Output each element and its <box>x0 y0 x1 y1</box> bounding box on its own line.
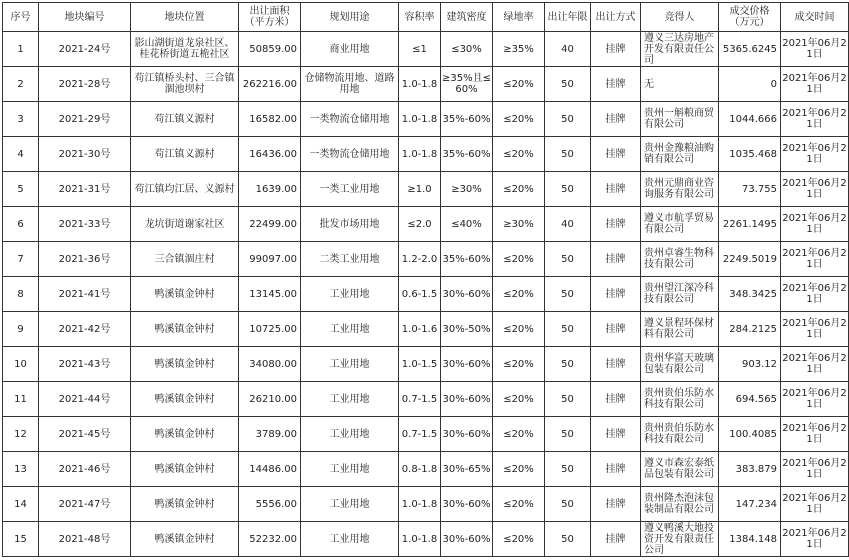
cell-date: 2021年06月21日 <box>781 487 849 522</box>
header-buyer: 竞得人 <box>641 3 719 32</box>
cell-far: 0.7-1.5 <box>399 382 441 417</box>
cell-method: 挂牌 <box>591 67 641 102</box>
cell-plot-code: 2021-45号 <box>39 417 131 452</box>
cell-buyer: 贵州贵伯乐防水科技有限公司 <box>641 417 719 452</box>
cell-density: 30%-60% <box>441 417 493 452</box>
header-far: 容积率 <box>399 3 441 32</box>
cell-term: 50 <box>545 67 591 102</box>
cell-plot-code: 2021-29号 <box>39 102 131 137</box>
cell-term: 50 <box>545 382 591 417</box>
cell-density: 30%-60% <box>441 277 493 312</box>
cell-term: 50 <box>545 172 591 207</box>
cell-date: 2021年06月21日 <box>781 207 849 242</box>
cell-method: 挂牌 <box>591 347 641 382</box>
cell-density: 30%-60% <box>441 347 493 382</box>
cell-plot-code: 2021-33号 <box>39 207 131 242</box>
header-area: 出让面积（平方米） <box>239 3 301 32</box>
cell-date: 2021年06月21日 <box>781 417 849 452</box>
table-row <box>3 207 849 242</box>
cell-date: 2021年06月21日 <box>781 452 849 487</box>
cell-no: 7 <box>3 242 39 277</box>
cell-method: 挂牌 <box>591 382 641 417</box>
cell-area: 262216.00 <box>239 67 301 102</box>
cell-use: 工业用地 <box>301 487 399 522</box>
cell-no: 8 <box>3 277 39 312</box>
cell-density: 30%-60% <box>441 522 493 557</box>
cell-plot-code: 2021-30号 <box>39 137 131 172</box>
cell-buyer: 无 <box>641 67 719 102</box>
cell-location: 鸭溪镇金钟村 <box>131 487 239 522</box>
cell-far: 1.0-1.8 <box>399 487 441 522</box>
cell-price: 284.2125 <box>719 312 781 347</box>
cell-buyer: 遵义市森宏泰纸品包装有限公司 <box>641 452 719 487</box>
table-row <box>3 382 849 417</box>
cell-term: 50 <box>545 312 591 347</box>
header-use: 规划用途 <box>301 3 399 32</box>
table-row <box>3 242 849 277</box>
cell-location: 鸭溪镇金钟村 <box>131 347 239 382</box>
cell-plot-code: 2021-43号 <box>39 347 131 382</box>
cell-green-rate: ≤20% <box>493 277 545 312</box>
cell-far: 1.0-1.8 <box>399 102 441 137</box>
cell-far: 1.0-1.5 <box>399 347 441 382</box>
cell-date: 2021年06月21日 <box>781 312 849 347</box>
cell-method: 挂牌 <box>591 417 641 452</box>
cell-date: 2021年06月21日 <box>781 32 849 67</box>
cell-buyer: 贵州华富天玻璃包装有限公司 <box>641 347 719 382</box>
cell-green-rate: ≤20% <box>493 172 545 207</box>
cell-no: 2 <box>3 67 39 102</box>
cell-method: 挂牌 <box>591 102 641 137</box>
cell-buyer: 贵州一斛粮商贸有限公司 <box>641 102 719 137</box>
cell-method: 挂牌 <box>591 242 641 277</box>
header-method: 出让方式 <box>591 3 641 32</box>
cell-no: 3 <box>3 102 39 137</box>
cell-green-rate: ≤20% <box>493 67 545 102</box>
header-date: 成交时间 <box>781 3 849 32</box>
cell-buyer: 贵州金豫粮油购销有限公司 <box>641 137 719 172</box>
cell-use: 工业用地 <box>301 417 399 452</box>
cell-location: 鸭溪镇金钟村 <box>131 312 239 347</box>
cell-plot-code: 2021-44号 <box>39 382 131 417</box>
cell-term: 50 <box>545 417 591 452</box>
cell-no: 12 <box>3 417 39 452</box>
cell-method: 挂牌 <box>591 172 641 207</box>
cell-green-rate: ≥30% <box>493 207 545 242</box>
cell-term: 40 <box>545 32 591 67</box>
cell-green-rate: ≤20% <box>493 102 545 137</box>
cell-location: 苟江镇义源村 <box>131 137 239 172</box>
cell-buyer: 遵义三达房地产开发有限责任公司 <box>641 32 719 67</box>
cell-density: 30%-50% <box>441 312 493 347</box>
table-row <box>3 312 849 347</box>
cell-use: 一类物流仓储用地 <box>301 102 399 137</box>
cell-density: 30%-60% <box>441 487 493 522</box>
table-row <box>3 347 849 382</box>
cell-area: 99097.00 <box>239 242 301 277</box>
cell-use: 工业用地 <box>301 347 399 382</box>
cell-use: 仓储物流用地、道路用地 <box>301 67 399 102</box>
cell-buyer: 贵州元鼎商业咨询服务有限公司 <box>641 172 719 207</box>
cell-location: 苟江镇均江居、义源村 <box>131 172 239 207</box>
cell-plot-code: 2021-36号 <box>39 242 131 277</box>
cell-plot-code: 2021-46号 <box>39 452 131 487</box>
cell-far: 0.6-1.5 <box>399 277 441 312</box>
cell-price: 2249.5019 <box>719 242 781 277</box>
cell-buyer: 贵州望江深冷科技有限公司 <box>641 277 719 312</box>
cell-use: 工业用地 <box>301 277 399 312</box>
table-row <box>3 137 849 172</box>
cell-area: 5556.00 <box>239 487 301 522</box>
table-row <box>3 32 849 67</box>
cell-term: 50 <box>545 102 591 137</box>
cell-far: 1.0-1.8 <box>399 522 441 557</box>
cell-green-rate: ≤20% <box>493 242 545 277</box>
cell-term: 50 <box>545 137 591 172</box>
cell-date: 2021年06月21日 <box>781 172 849 207</box>
cell-no: 13 <box>3 452 39 487</box>
cell-use: 工业用地 <box>301 382 399 417</box>
cell-use: 一类工业用地 <box>301 172 399 207</box>
cell-green-rate: ≤20% <box>493 347 545 382</box>
table-row <box>3 172 849 207</box>
cell-plot-code: 2021-48号 <box>39 522 131 557</box>
cell-location: 鸭溪镇金钟村 <box>131 417 239 452</box>
cell-price: 0 <box>719 67 781 102</box>
land-transfer-table-container <box>2 2 847 558</box>
table-row <box>3 452 849 487</box>
cell-date: 2021年06月21日 <box>781 137 849 172</box>
cell-far: ≥1.0 <box>399 172 441 207</box>
table-body <box>3 32 849 557</box>
cell-no: 6 <box>3 207 39 242</box>
cell-price: 100.4085 <box>719 417 781 452</box>
cell-use: 批发市场用地 <box>301 207 399 242</box>
cell-area: 10725.00 <box>239 312 301 347</box>
cell-green-rate: ≤20% <box>493 382 545 417</box>
cell-no: 15 <box>3 522 39 557</box>
cell-far: ≤1 <box>399 32 441 67</box>
cell-far: ≤2.0 <box>399 207 441 242</box>
cell-area: 14486.00 <box>239 452 301 487</box>
table-row <box>3 417 849 452</box>
cell-buyer: 贵州卓睿生物科技有限公司 <box>641 242 719 277</box>
table-header-row <box>3 3 849 32</box>
cell-use: 商业用地 <box>301 32 399 67</box>
cell-no: 4 <box>3 137 39 172</box>
cell-buyer: 贵州隆杰泡沫包装制品有限公司 <box>641 487 719 522</box>
cell-method: 挂牌 <box>591 32 641 67</box>
cell-location: 鸭溪镇金钟村 <box>131 382 239 417</box>
table-row <box>3 277 849 312</box>
cell-buyer: 遵义市航孚贸易有限公司 <box>641 207 719 242</box>
cell-density: ≤40% <box>441 207 493 242</box>
cell-method: 挂牌 <box>591 312 641 347</box>
header-plot-code: 地块编号 <box>39 3 131 32</box>
cell-method: 挂牌 <box>591 452 641 487</box>
header-no: 序号 <box>3 3 39 32</box>
cell-location: 三合镇涸庄村 <box>131 242 239 277</box>
cell-buyer: 遵义鸭溪大地投资开发有限责任公司 <box>641 522 719 557</box>
header-price: 成交价格（万元） <box>719 3 781 32</box>
cell-term: 50 <box>545 452 591 487</box>
cell-location: 鸭溪镇金钟村 <box>131 522 239 557</box>
header-term: 出让年限 <box>545 3 591 32</box>
cell-buyer: 贵州贵伯乐防水科技有限公司 <box>641 382 719 417</box>
cell-plot-code: 2021-28号 <box>39 67 131 102</box>
cell-price: 1044.666 <box>719 102 781 137</box>
cell-location: 龙坑街道谢家社区 <box>131 207 239 242</box>
cell-term: 40 <box>545 207 591 242</box>
cell-buyer: 遵义景程环保材料有限公司 <box>641 312 719 347</box>
cell-term: 50 <box>545 347 591 382</box>
cell-no: 11 <box>3 382 39 417</box>
cell-density: 30%-65% <box>441 452 493 487</box>
cell-plot-code: 2021-42号 <box>39 312 131 347</box>
cell-area: 1639.00 <box>239 172 301 207</box>
cell-method: 挂牌 <box>591 487 641 522</box>
cell-density: ≥35%且≤60% <box>441 67 493 102</box>
cell-use: 工业用地 <box>301 452 399 487</box>
cell-location: 苟江镇义源村 <box>131 102 239 137</box>
cell-date: 2021年06月21日 <box>781 347 849 382</box>
table-row <box>3 102 849 137</box>
cell-price: 694.565 <box>719 382 781 417</box>
cell-price: 383.879 <box>719 452 781 487</box>
cell-area: 16582.00 <box>239 102 301 137</box>
cell-green-rate: ≤20% <box>493 417 545 452</box>
cell-far: 1.0-1.8 <box>399 67 441 102</box>
cell-plot-code: 2021-41号 <box>39 277 131 312</box>
cell-plot-code: 2021-31号 <box>39 172 131 207</box>
table-row <box>3 522 849 557</box>
cell-price: 348.3425 <box>719 277 781 312</box>
cell-date: 2021年06月21日 <box>781 67 849 102</box>
cell-plot-code: 2021-47号 <box>39 487 131 522</box>
cell-green-rate: ≤20% <box>493 137 545 172</box>
cell-method: 挂牌 <box>591 277 641 312</box>
cell-green-rate: ≤20% <box>493 487 545 522</box>
cell-date: 2021年06月21日 <box>781 382 849 417</box>
cell-area: 34080.00 <box>239 347 301 382</box>
header-density: 建筑密度 <box>441 3 493 32</box>
cell-area: 52232.00 <box>239 522 301 557</box>
cell-area: 22499.00 <box>239 207 301 242</box>
cell-plot-code: 2021-24号 <box>39 32 131 67</box>
table-row <box>3 487 849 522</box>
cell-date: 2021年06月21日 <box>781 277 849 312</box>
cell-term: 50 <box>545 277 591 312</box>
land-transfer-table <box>2 2 849 557</box>
cell-area: 26210.00 <box>239 382 301 417</box>
cell-density: 35%-60% <box>441 137 493 172</box>
cell-green-rate: ≤20% <box>493 522 545 557</box>
cell-price: 903.12 <box>719 347 781 382</box>
header-green-rate: 绿地率 <box>493 3 545 32</box>
cell-use: 二类工业用地 <box>301 242 399 277</box>
cell-location: 鸭溪镇金钟村 <box>131 277 239 312</box>
cell-use: 一类物流仓储用地 <box>301 137 399 172</box>
cell-area: 50859.00 <box>239 32 301 67</box>
cell-location: 鸭溪镇金钟村 <box>131 452 239 487</box>
cell-price: 73.755 <box>719 172 781 207</box>
cell-term: 50 <box>545 522 591 557</box>
cell-no: 10 <box>3 347 39 382</box>
cell-far: 1.0-1.6 <box>399 312 441 347</box>
cell-green-rate: ≤20% <box>493 452 545 487</box>
cell-area: 13145.00 <box>239 277 301 312</box>
cell-density: 35%-60% <box>441 102 493 137</box>
cell-density: ≥30% <box>441 172 493 207</box>
cell-term: 50 <box>545 487 591 522</box>
cell-density: ≤30% <box>441 32 493 67</box>
cell-price: 1035.468 <box>719 137 781 172</box>
cell-far: 1.0-1.8 <box>399 137 441 172</box>
cell-term: 50 <box>545 242 591 277</box>
cell-method: 挂牌 <box>591 522 641 557</box>
cell-area: 16436.00 <box>239 137 301 172</box>
cell-density: 35%-60% <box>441 242 493 277</box>
cell-use: 工业用地 <box>301 522 399 557</box>
cell-price: 5365.6245 <box>719 32 781 67</box>
cell-density: 30%-60% <box>441 382 493 417</box>
cell-date: 2021年06月21日 <box>781 242 849 277</box>
cell-area: 3789.00 <box>239 417 301 452</box>
cell-green-rate: ≤20% <box>493 312 545 347</box>
cell-method: 挂牌 <box>591 137 641 172</box>
cell-far: 0.8-1.8 <box>399 452 441 487</box>
cell-no: 1 <box>3 32 39 67</box>
cell-far: 0.7-1.5 <box>399 417 441 452</box>
cell-use: 工业用地 <box>301 312 399 347</box>
cell-price: 2261.1495 <box>719 207 781 242</box>
cell-price: 147.234 <box>719 487 781 522</box>
cell-date: 2021年06月21日 <box>781 522 849 557</box>
cell-green-rate: ≥35% <box>493 32 545 67</box>
cell-no: 9 <box>3 312 39 347</box>
cell-location: 影山湖街道龙泉社区、桂花桥街道五桅社区 <box>131 32 239 67</box>
cell-price: 1384.148 <box>719 522 781 557</box>
cell-no: 5 <box>3 172 39 207</box>
cell-method: 挂牌 <box>591 207 641 242</box>
cell-date: 2021年06月21日 <box>781 102 849 137</box>
table-row <box>3 67 849 102</box>
header-location: 地块位置 <box>131 3 239 32</box>
cell-far: 1.2-2.0 <box>399 242 441 277</box>
cell-location: 苟江镇桥头村、三合镇涸池坝村 <box>131 67 239 102</box>
cell-no: 14 <box>3 487 39 522</box>
